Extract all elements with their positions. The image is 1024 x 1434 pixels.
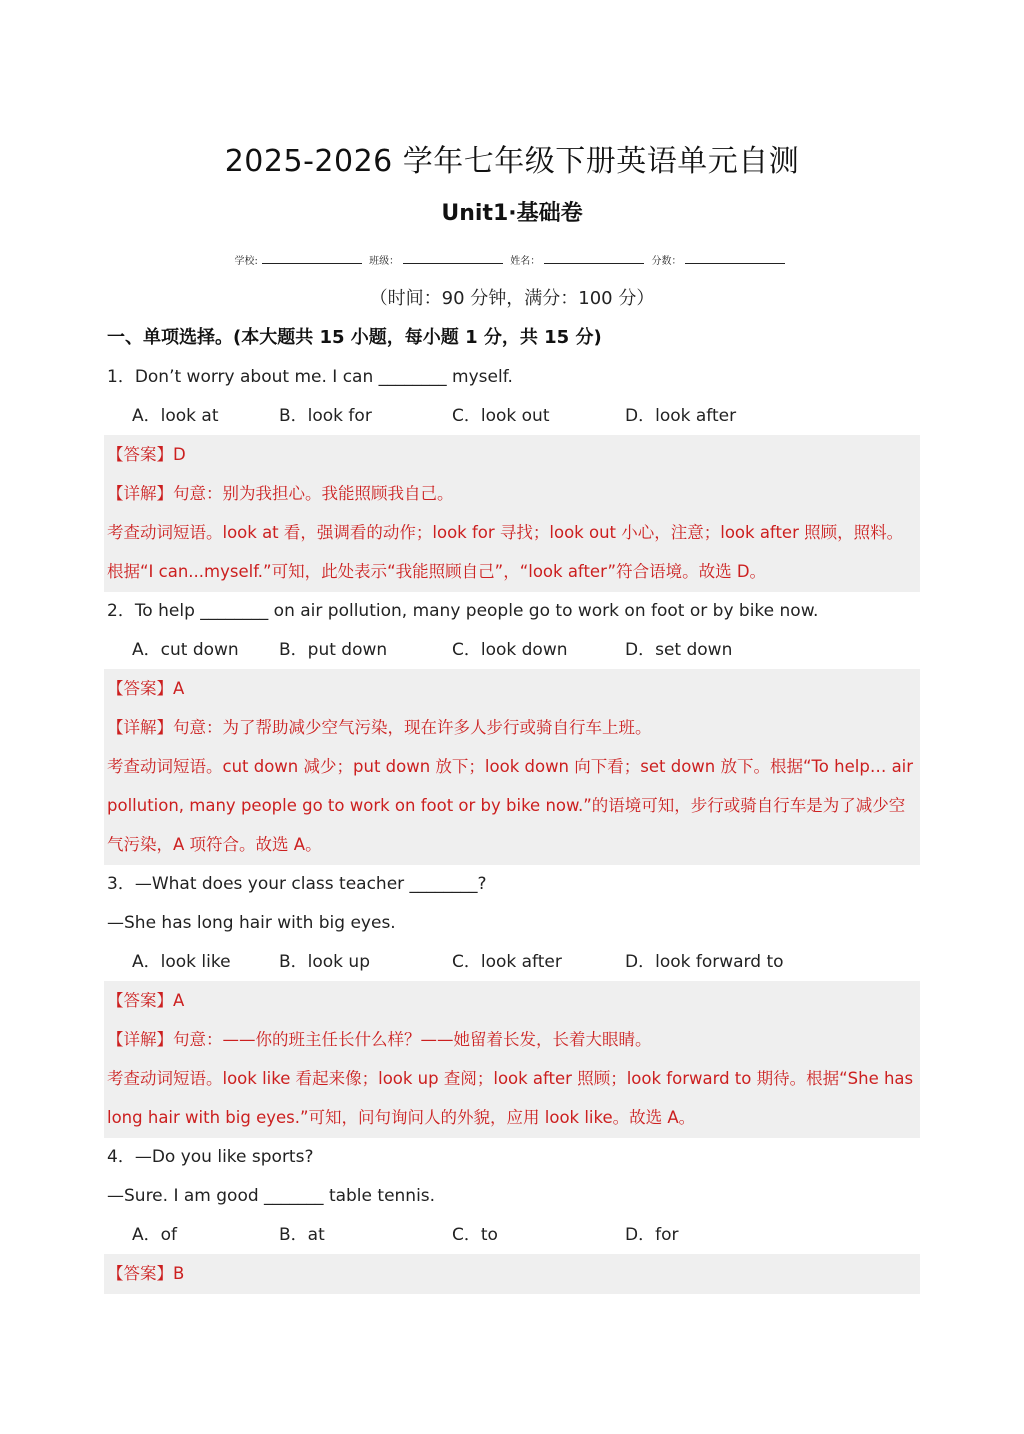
question-3-explanation-line: 考查动词短语。look like 看起来像；look up 查阅；look after 照顾；look forward to 期待。根据“She has	[107, 1069, 914, 1088]
question-4-answer: 【答案】B	[107, 1264, 185, 1283]
question-2-explanation-line: 气污染，A 项符合。故选 A。	[107, 835, 322, 854]
question-2-option-a[interactable]: A．cut down	[132, 640, 239, 660]
question-1-explanation-line: 考查动词短语。look at 看，强调看的动作；look for 寻找；look out 小心，注意；look after 照顾，照料。	[107, 523, 904, 542]
field-score-blank[interactable]	[685, 245, 785, 264]
question-2-option-b[interactable]: B．put down	[279, 640, 388, 660]
question-4-option-b[interactable]: B．at	[279, 1225, 325, 1245]
question-1-explanation-line: 【详解】句意：别为我担心。我能照顾我自己。	[107, 484, 454, 503]
field-school-blank[interactable]	[262, 245, 362, 264]
question-3-explanation-line: long hair with big eyes.”可知，问句询问人的外貌，应用 look like。故选 A。	[107, 1108, 696, 1127]
question-1-option-a[interactable]: A．look at	[132, 406, 219, 426]
question-1-stem: 1．Don’t worry about me. I can ________ myself.	[107, 367, 513, 387]
page-subtitle: Unit1·基础卷	[441, 201, 583, 226]
question-2-answer: 【答案】A	[107, 679, 185, 698]
question-4-stem-reply: —Sure. I am good _______ table tennis.	[107, 1186, 436, 1206]
question-2-explanation-line: pollution, many people go to work on foot or by bike now.”的语境可知，步行或骑自行车是为了减少空	[107, 796, 906, 815]
field-class-blank[interactable]	[403, 245, 503, 264]
field-class-label: 班级：	[369, 256, 400, 267]
question-1-option-b[interactable]: B．look for	[279, 406, 372, 426]
question-3-stem-reply: —She has long hair with big eyes.	[107, 913, 396, 933]
question-1-option-c[interactable]: C．look out	[452, 406, 550, 426]
question-3-option-a[interactable]: A．look like	[132, 952, 231, 972]
question-2-explanation-line: 【详解】句意：为了帮助减少空气污染，现在许多人步行或骑自行车上班。	[107, 718, 652, 737]
page-title: 2025-2026 学年七年级下册英语单元自测	[224, 144, 800, 179]
field-name-blank[interactable]	[544, 245, 644, 264]
question-3-option-d[interactable]: D．look forward to	[625, 952, 784, 972]
question-3-option-b[interactable]: B．look up	[279, 952, 371, 972]
field-score-label: 分数：	[651, 256, 682, 267]
question-4-stem: 4．—Do you like sports?	[107, 1147, 314, 1167]
question-4-option-a[interactable]: A．of	[132, 1225, 178, 1245]
question-4-option-d[interactable]: D．for	[625, 1225, 679, 1245]
field-school-label: 学校:	[234, 256, 258, 267]
question-3-option-c[interactable]: C．look after	[452, 952, 562, 972]
question-2-option-c[interactable]: C．look down	[452, 640, 568, 660]
question-2-explanation-line: 考查动词短语。cut down 减少；put down 放下；look down 向下看；set down 放下。根据“To help… air	[107, 757, 914, 776]
field-name-label: 姓名：	[510, 256, 541, 267]
question-2-option-d[interactable]: D．set down	[625, 640, 733, 660]
question-1-option-d[interactable]: D．look after	[625, 406, 737, 426]
question-4-answer-box	[104, 1254, 920, 1294]
student-info-line	[0, 245, 1024, 277]
question-1-explanation-line: 根据“I can...myself.”可知，此处表示“我能照顾自己”，“look after”符合语境。故选 D。	[107, 562, 767, 581]
question-2-stem: 2．To help ________ on air pollution, many people go to work on foot or by bike now.	[107, 601, 819, 621]
question-3-stem: 3．—What does your class teacher ________?	[107, 874, 487, 894]
section-title: 一、单项选择。(本大题共 15 小题，每小题 1 分，共 15 分)	[107, 327, 602, 348]
question-3-answer: 【答案】A	[107, 991, 185, 1010]
question-4-option-c[interactable]: C．to	[452, 1225, 498, 1245]
question-3-explanation-line: 【详解】句意：——你的班主任长什么样？——她留着长发，长着大眼睛。	[107, 1030, 652, 1049]
question-1-answer: 【答案】D	[107, 445, 186, 464]
time-note: （时间：90 分钟，满分：100 分）	[369, 288, 655, 309]
